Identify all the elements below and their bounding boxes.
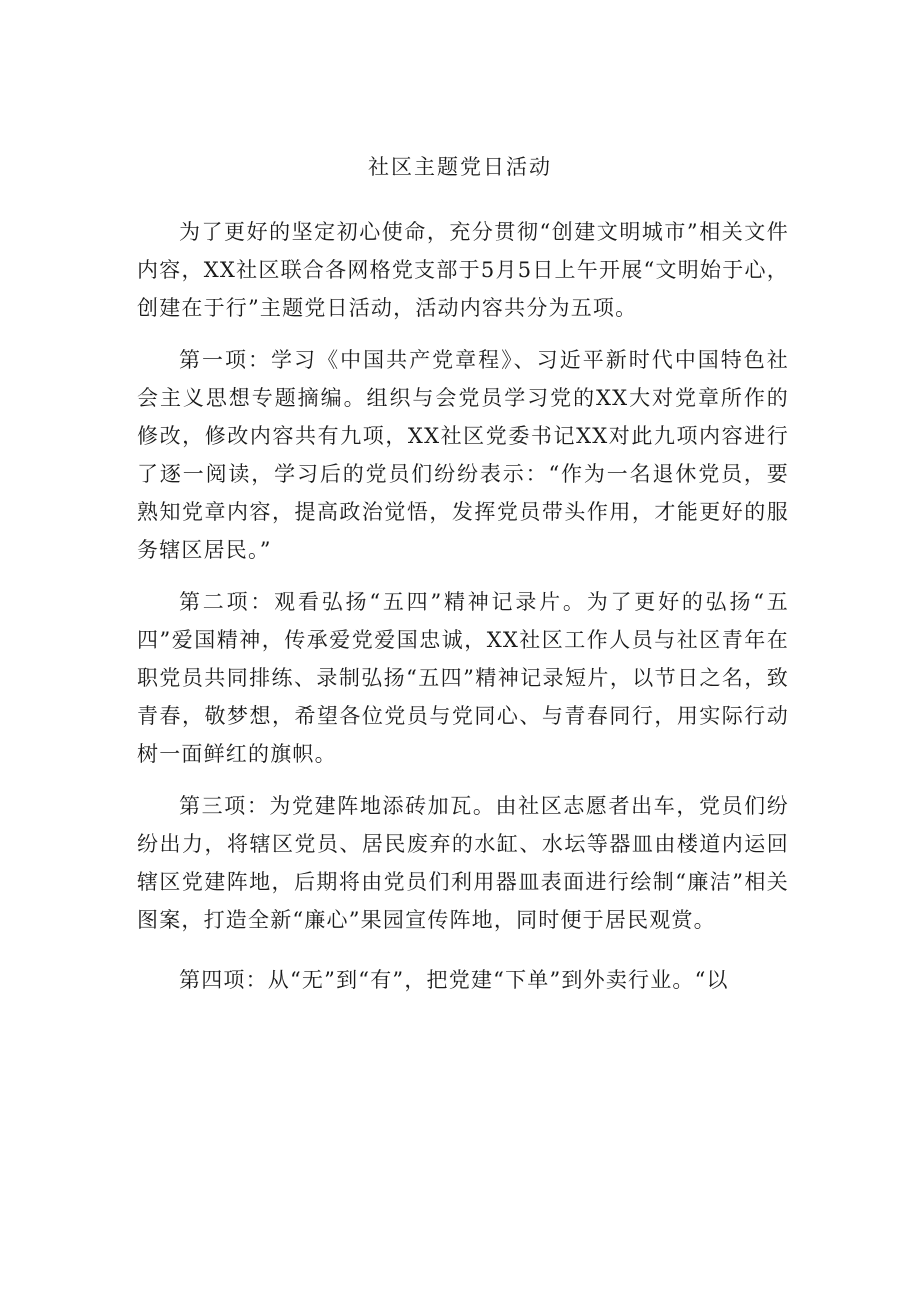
paragraph-item-1: 第一项：学习《中国共产党章程》、习近平新时代中国特色社会主义思想专题摘编。组织与会党员学习党的XX大对党章所作的修改，修改内容共有九项，XX社区党委书记XX对此九项内容进行了逐一阅读，学习后的党员们纷纷表示：“作为一名退休党员，要熟知党章内容，提高政治觉悟，发挥党员带头作用，才能更好的服务辖区居民。” — [137, 348, 789, 562]
document-body — [137, 213, 789, 1013]
document-title: 社区主题党日活动 — [368, 155, 552, 179]
paragraph-item-3: 第三项：为党建阵地添砖加瓦。由社区志愿者出车，党员们纷纷出力，将辖区党员、居民废弃的水缸、水坛等器皿由楼道内运回辖区党建阵地，后期将由党员们利用器皿表面进行绘制“廉洁”相关图案，打造全新“廉心”果园宣传阵地，同时便于居民观赏。 — [137, 794, 789, 932]
paragraph-intro: 为了更好的坚定初心使命，充分贯彻“创建文明城市”相关文件内容，XX社区联合各网格党支部于5月5日上午开展“文明始于心，创建在于行”主题党日活动，活动内容共分为五项。 — [137, 220, 789, 320]
paragraph-item-2: 第二项：观看弘扬“五四”精神记录片。为了更好的弘扬“五四”爱国精神，传承爱党爱国忠诚，XX社区工作人员与社区青年在职党员共同排练、录制弘扬“五四”精神记录短片，以节日之名，致青春，敬梦想，希望各位党员与党同心、与青春同行，用实际行动树一面鲜红的旗帜。 — [137, 590, 789, 766]
paragraph-item-4: 第四项：从“无”到“有”，把党建“下单”到外卖行业。“以 — [179, 968, 729, 992]
